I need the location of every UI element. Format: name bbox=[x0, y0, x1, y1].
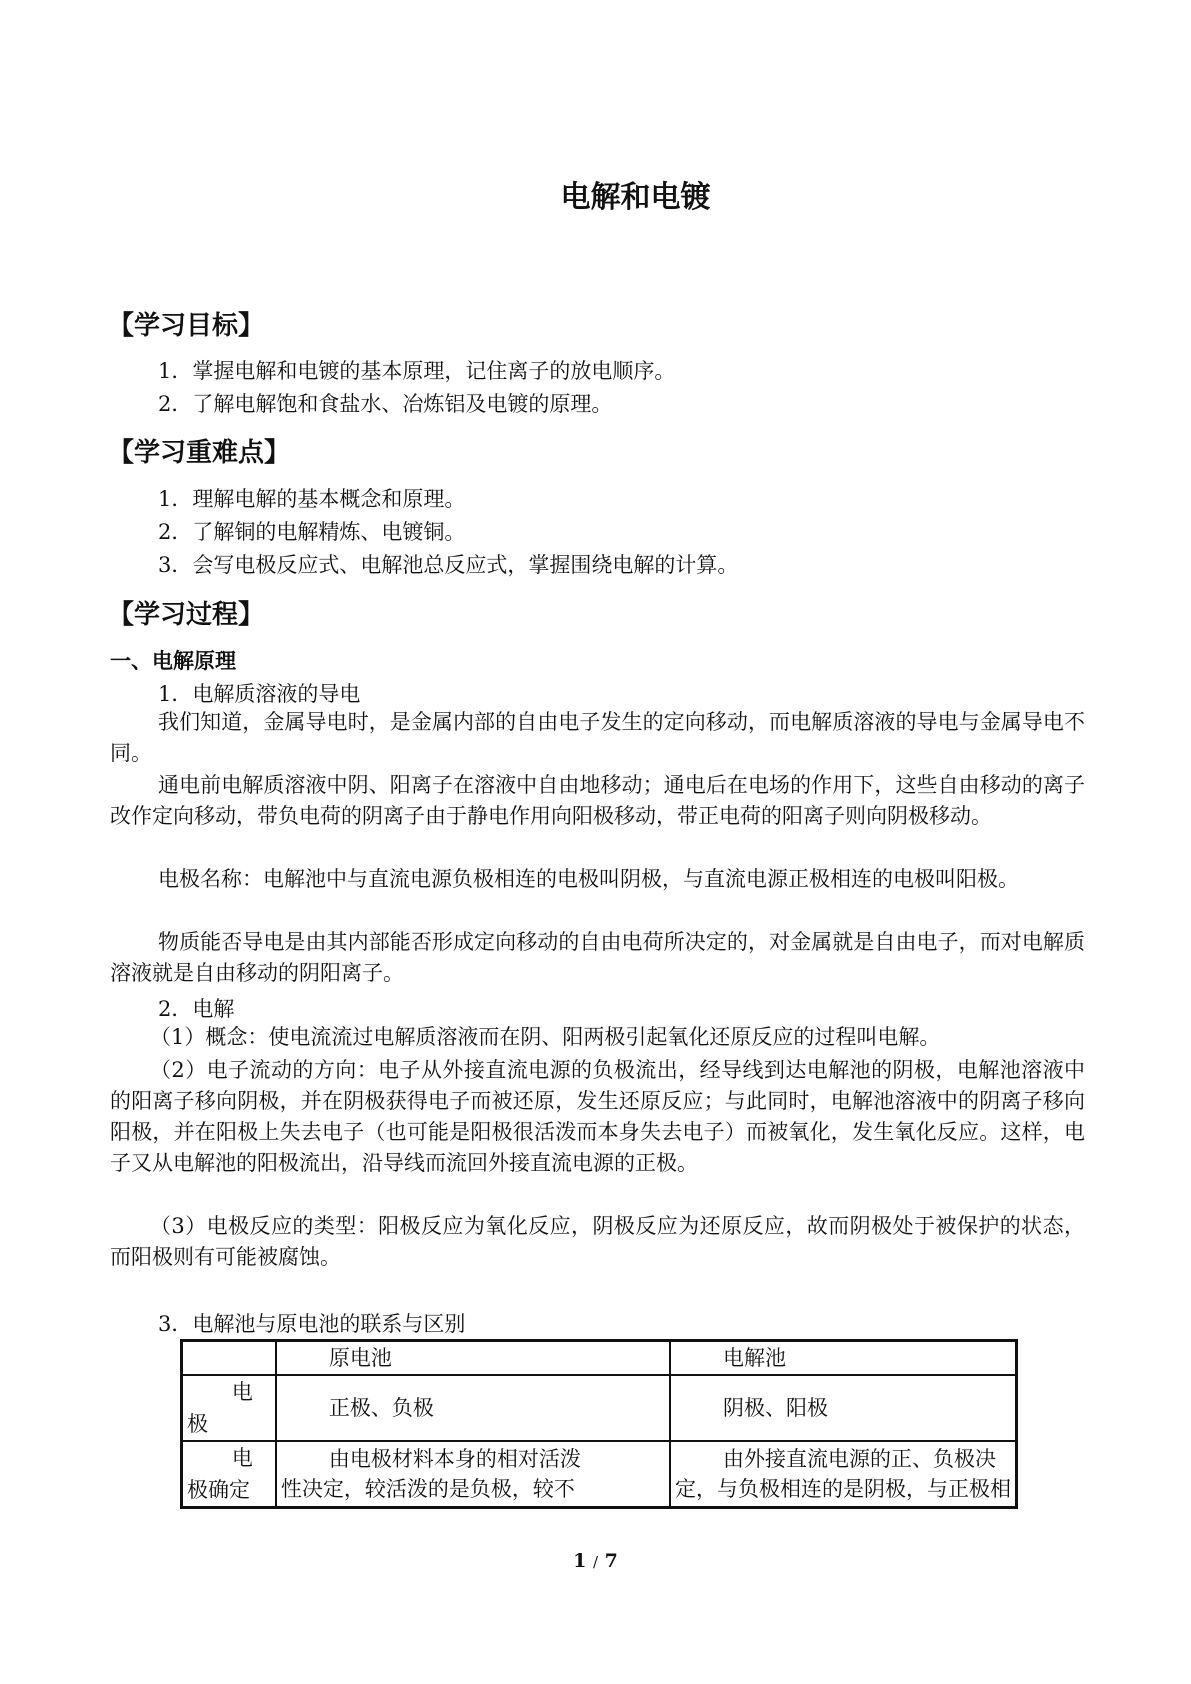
cell-line: 定，与负极相连的是阴极，与正极相 bbox=[675, 1477, 1011, 1501]
page-total: 7 bbox=[604, 1550, 618, 1572]
table-row bbox=[182, 1375, 1016, 1441]
paragraph: （2）电子流动的方向：电子从外接直流电源的负极流出，经导线到达电解池的阴极，电解池溶液中的阳离子移向阴极，并在阴极获得电子而被还原，发生还原反应；与此同时，电解池溶液中的阴离子移向阳极，并在阳极上失去电子（也可能是阳极很活泼而本身失去电子）而被氧化，发生氧化反应。这样，电子又从电解池的阳极流出，沿导线而流回外接直流电源的正极。 bbox=[110, 1058, 1085, 1175]
subsection-heading: 一、电解原理 bbox=[110, 649, 236, 673]
table-cell bbox=[276, 1441, 670, 1507]
table-cell: 阴极、阳极 bbox=[670, 1375, 1016, 1441]
page-separator: / bbox=[592, 1553, 599, 1571]
table-header-cell: 电解池 bbox=[670, 1341, 1016, 1375]
page-current: 1 bbox=[573, 1550, 587, 1572]
row-label bbox=[182, 1375, 276, 1441]
paragraph: 物质能否导电是由其内部能否形成定向移动的自由电荷所决定的，对金属就是自由电子，而对电解质溶液就是自由移动的阴阳离子。 bbox=[110, 930, 1085, 985]
paragraph: （3）电极反应的类型：阳极反应为氧化反应，阴极反应为还原反应，故而阴极处于被保护的状态，而阳极则有可能被腐蚀。 bbox=[110, 1214, 1085, 1269]
paragraph: 通电前电解质溶液中阴、阳离子在溶液中自由地移动；通电后在电场的作用下，这些自由移动的离子改作定向移动，带负电荷的阴离子由于静电作用向阳极移动，带正电荷的阳离子则向阴极移动。 bbox=[110, 773, 1085, 828]
cell-line: 性决定，较活泼的是负极，较不 bbox=[280, 1477, 575, 1501]
keypoint-item: 1．理解电解的基本概念和原理。 bbox=[158, 487, 466, 511]
document-title: 电解和电镀 bbox=[560, 180, 711, 215]
section-heading-keypoints: 【学习重难点】 bbox=[108, 438, 291, 468]
list-item: 3．电解池与原电池的联系与区别 bbox=[158, 1312, 466, 1336]
paragraph: （1）概念：使电流流过电解质溶液而在阴、阳两极引起氧化还原反应的过程叫电解。 bbox=[150, 1025, 941, 1049]
row-label-line: 极 bbox=[187, 1412, 208, 1436]
cell-line: 由外接直流电源的正、负极决 bbox=[723, 1447, 996, 1471]
table-cell bbox=[670, 1441, 1016, 1507]
goal-item: 1．掌握电解和电镀的基本原理，记住离子的放电顺序。 bbox=[158, 359, 676, 383]
row-label-line: 电 bbox=[231, 1446, 253, 1470]
section-heading-process: 【学习过程】 bbox=[108, 600, 265, 630]
cell-line: 由电极材料本身的相对活泼 bbox=[328, 1447, 581, 1471]
keypoint-item: 3．会写电极反应式、电解池总反应式，掌握围绕电解的计算。 bbox=[158, 553, 739, 577]
table-row bbox=[182, 1441, 1016, 1507]
table-header-cell bbox=[182, 1341, 276, 1375]
list-item: 1．电解质溶液的导电 bbox=[158, 682, 361, 706]
table-header-cell: 原电池 bbox=[276, 1341, 670, 1375]
row-label-line: 极确定 bbox=[187, 1478, 250, 1502]
table-header-row bbox=[182, 1341, 1016, 1375]
page-number bbox=[0, 1550, 1191, 1572]
paragraph: 我们知道，金属导电时，是金属内部的自由电子发生的定向移动，而电解质溶液的导电与金属导电不同。 bbox=[110, 710, 1085, 765]
keypoint-item: 2．了解铜的电解精炼、电镀铜。 bbox=[158, 520, 466, 544]
table-cell: 正极、负极 bbox=[276, 1375, 670, 1441]
goal-item: 2．了解电解饱和食盐水、冶炼铝及电镀的原理。 bbox=[158, 392, 613, 416]
row-label bbox=[182, 1441, 276, 1507]
section-heading-goals: 【学习目标】 bbox=[108, 311, 265, 341]
comparison-table bbox=[180, 1339, 1018, 1509]
paragraph: 电极名称：电解池中与直流电源负极相连的电极叫阴极，与直流电源正极相连的电极叫阳极。 bbox=[158, 867, 1019, 891]
list-item: 2．电解 bbox=[158, 997, 235, 1021]
row-label-line: 电 bbox=[231, 1380, 253, 1404]
